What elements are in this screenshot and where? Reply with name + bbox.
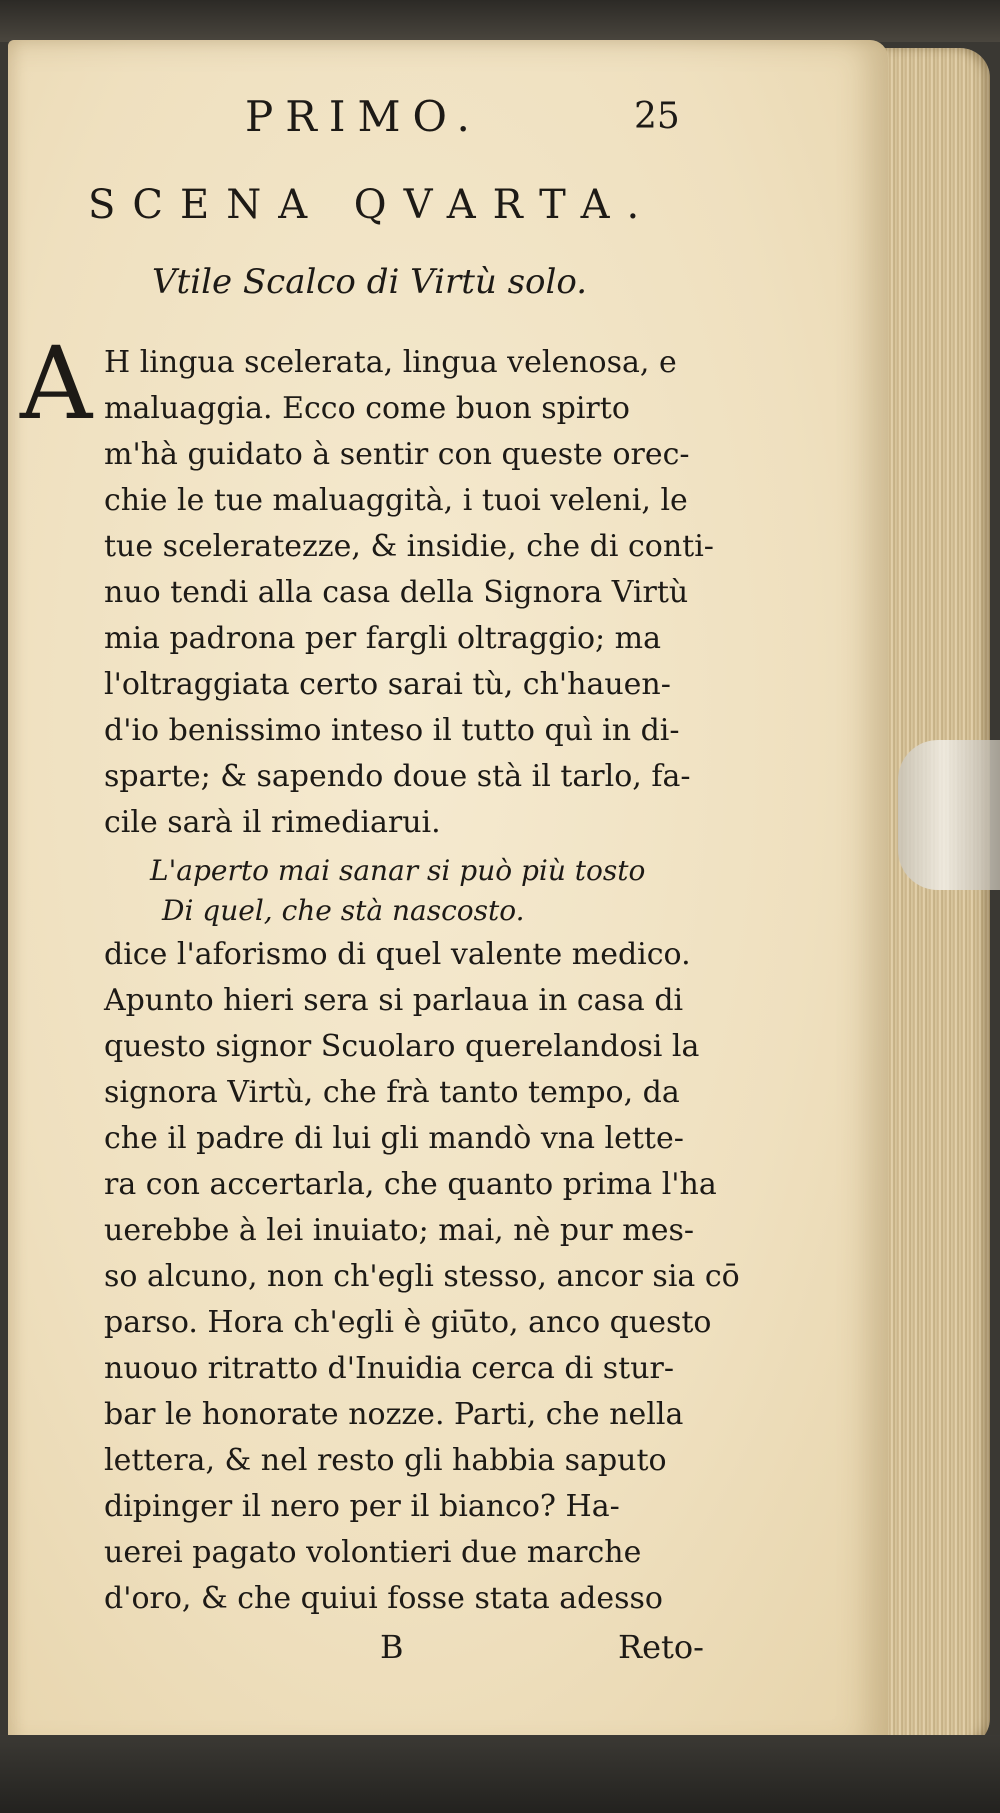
text-line: m'hà guidato à sentir con queste orec-: [104, 437, 690, 472]
page-clip: [898, 740, 1000, 890]
quote-line: Di quel, che stà nascosto.: [162, 894, 525, 927]
character-heading: Vtile Scalco di Virtù solo.: [152, 262, 588, 302]
quote-line: L'aperto mai sanar si può più tosto: [150, 854, 646, 887]
text-line: l'oltraggiata certo sarai tù, ch'hauen-: [104, 667, 671, 702]
text-line: mia padrona per fargli oltraggio; ma: [104, 621, 661, 656]
text-line: nuo tendi alla casa della Signora Virtù: [104, 575, 689, 610]
text-line: maluaggia. Ecco come buon spirto: [104, 391, 630, 426]
text-line: uerei pagato volontieri due marche: [104, 1535, 642, 1570]
text-line: tue sceleratezze, & insidie, che di conti-: [104, 529, 714, 564]
text-line: parso. Hora ch'egli è giūto, anco questo: [104, 1305, 712, 1340]
text-line: ra con accertarla, che quanto prima l'ha: [104, 1167, 717, 1202]
scene-title: SCENA QVARTA.: [88, 182, 657, 228]
text-line: d'io benissimo inteso il tutto quì in di-: [104, 713, 680, 748]
text-line: dice l'aforismo di quel valente medico.: [104, 937, 691, 972]
page-number: 25: [634, 96, 680, 137]
text-line: cile sarà il rimediarui.: [104, 805, 441, 840]
text-line: lettera, & nel resto gli habbia saputo: [104, 1443, 667, 1478]
text-line: dipinger il nero per il bianco? Ha-: [104, 1489, 620, 1524]
text-line: che il padre di lui gli mandò vna lette-: [104, 1121, 684, 1156]
book-spine-shadow: [0, 0, 1000, 42]
drop-capital: A: [20, 325, 93, 442]
text-line: signora Virtù, che frà tanto tempo, da: [104, 1075, 680, 1110]
text-line: d'oro, & che quiui fosse stata adesso: [104, 1581, 663, 1616]
signature-mark: B: [380, 1628, 404, 1666]
text-line: so alcuno, non ch'egli stesso, ancor sia cō: [104, 1259, 740, 1294]
text-line: nuouo ritratto d'Inuidia cerca di stur-: [104, 1351, 675, 1386]
running-title: PRIMO.: [245, 92, 482, 141]
page-edges: [880, 48, 990, 1748]
text-line: bar le honorate nozze. Parti, che nella: [104, 1397, 684, 1432]
text-line: questo signor Scuolaro querelandosi la: [104, 1029, 700, 1064]
text-line: chie le tue maluaggità, i tuoi veleni, le: [104, 483, 688, 518]
table-surface: [0, 1735, 1000, 1813]
text-line: Apunto hieri sera si parlaua in casa di: [104, 983, 684, 1018]
catchword: Reto-: [618, 1628, 704, 1666]
text-line: H lingua scelerata, lingua velenosa, e: [104, 345, 677, 380]
text-line: uerebbe à lei inuiato; mai, nè pur mes-: [104, 1213, 694, 1248]
text-line: sparte; & sapendo doue stà il tarlo, fa-: [104, 759, 691, 794]
